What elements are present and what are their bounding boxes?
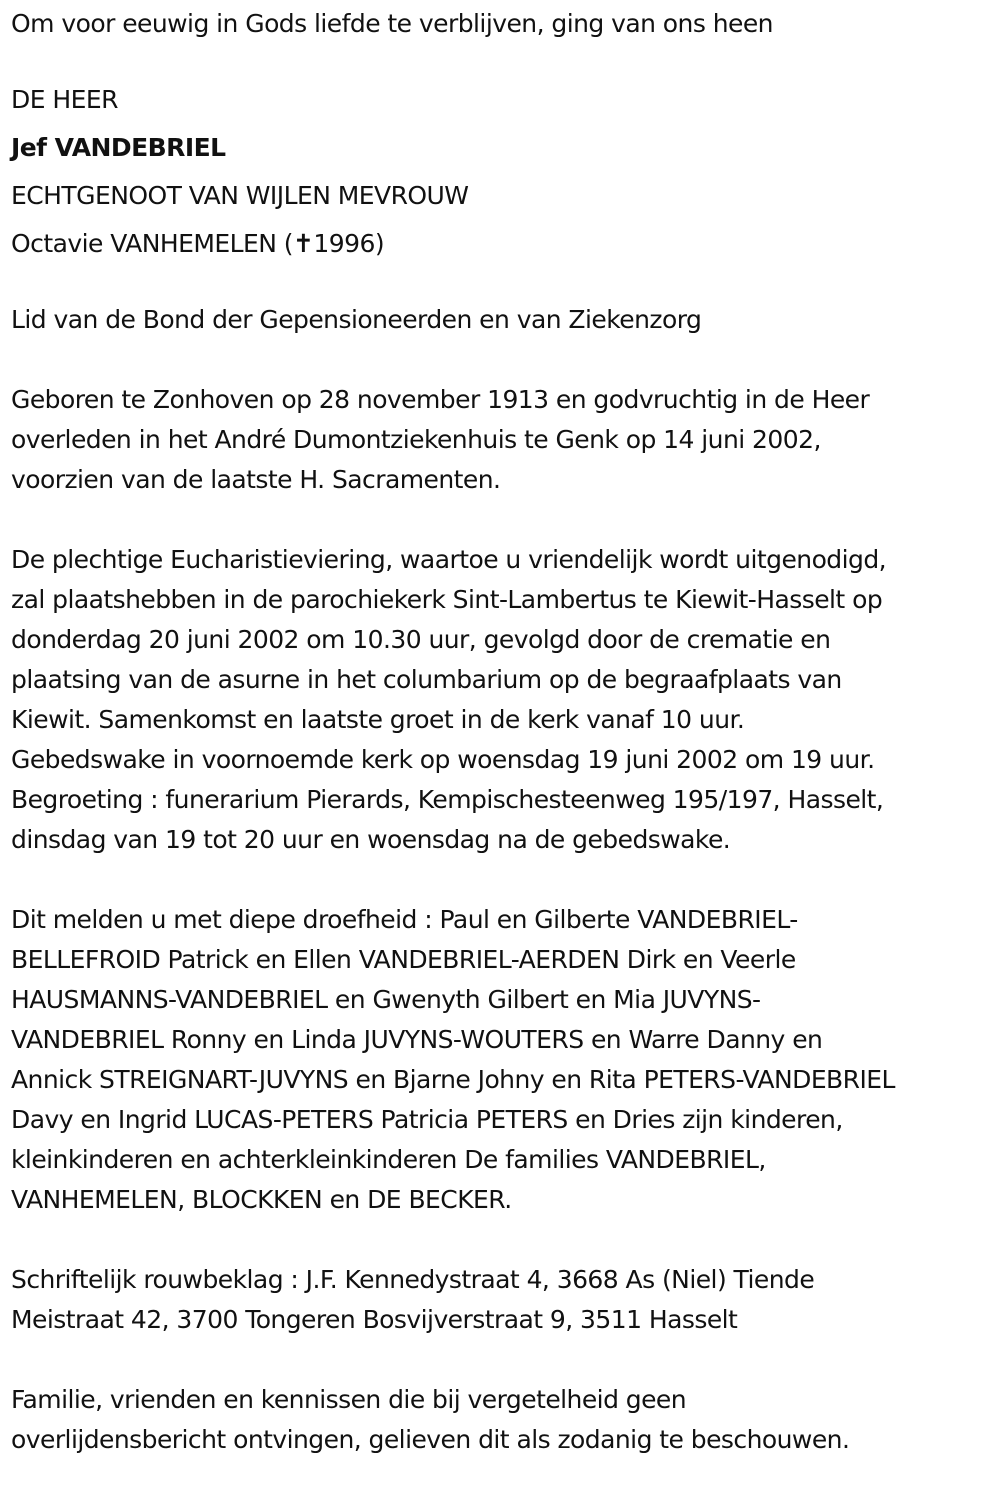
membership-text: Lid van de Bond der Gepensioneerden en van Ziekenzorg — [11, 305, 702, 334]
spacer — [11, 1220, 991, 1260]
spacer — [11, 268, 991, 300]
paragraph-line: Gebedswake in voornoemde kerk op woensdag 19 juni 2002 om 19 uur. — [11, 745, 875, 774]
paragraph-line: zal plaatshebben in de parochiekerk Sint-Lambertus te Kiewit-Hasselt op — [11, 585, 883, 614]
paragraph-line: kleinkinderen en achterkleinkinderen De families VANDEBRIEL, — [11, 1145, 766, 1174]
paragraph-line: overleden in het André Dumontziekenhuis te Genk op 14 juni 2002, — [11, 425, 821, 454]
paragraph-line: Annick STREIGNART-JUVYNS en Bjarne Johny en Rita PETERS-VANDEBRIEL — [11, 1065, 895, 1094]
paragraph-line: overlijdensbericht ontvingen, gelieven dit als zodanig te beschouwen. — [11, 1425, 850, 1454]
spacer — [11, 340, 991, 380]
paragraph-line: Meistraat 42, 3700 Tongeren Bosvijverstraat 9, 3511 Hasselt — [11, 1305, 738, 1334]
paragraph-line: Geboren te Zonhoven op 28 november 1913 en godvruchtig in de Heer — [11, 385, 870, 414]
spacer — [11, 500, 991, 540]
birth-death-paragraph — [11, 380, 991, 500]
obituary-notice — [11, 4, 991, 1460]
ceremony-paragraph — [11, 540, 991, 860]
paragraph-line: plaatsing van de asurne in het columbarium op de begraafplaats van — [11, 665, 842, 694]
intro-text: Om voor eeuwig in Gods liefde te verblijven, ging van ons heen — [11, 9, 773, 38]
spouse-label: ECHTGENOOT VAN WIJLEN MEVROUW — [11, 181, 469, 210]
announcement-paragraph — [11, 900, 991, 1220]
paragraph-line: Davy en Ingrid LUCAS-PETERS Patricia PETERS en Dries zijn kinderen, — [11, 1105, 843, 1134]
paragraph-line: VANHEMELEN, BLOCKKEN en DE BECKER. — [11, 1185, 512, 1214]
paragraph-line: dinsdag van 19 tot 20 uur en woensdag na de gebedswake. — [11, 825, 731, 854]
paragraph-line: BELLEFROID Patrick en Ellen VANDEBRIEL-AERDEN Dirk en Veerle — [11, 945, 796, 974]
paragraph-line: Begroeting : funerarium Pierards, Kempischesteenweg 195/197, Hasselt, — [11, 785, 884, 814]
paragraph-line: HAUSMANNS-VANDEBRIEL en Gwenyth Gilbert en Mia JUVYNS- — [11, 985, 761, 1014]
paragraph-line: Dit melden u met diepe droefheid : Paul en Gilberte VANDEBRIEL- — [11, 905, 798, 934]
spacer — [11, 1340, 991, 1380]
paragraph-line: Familie, vrienden en kennissen die bij vergetelheid geen — [11, 1385, 687, 1414]
condolences-paragraph — [11, 1260, 991, 1340]
paragraph-line: Kiewit. Samenkomst en laatste groet in de kerk vanaf 10 uur. — [11, 705, 745, 734]
paragraph-line: VANDEBRIEL Ronny en Linda JUVYNS-WOUTERS en Warre Danny en — [11, 1025, 823, 1054]
title-line: DE HEER — [11, 85, 118, 114]
deceased-name: Jef VANDEBRIEL — [11, 133, 226, 162]
spacer — [11, 860, 991, 900]
paragraph-line: donderdag 20 juni 2002 om 10.30 uur, gevolgd door de crematie en — [11, 625, 831, 654]
spacer — [11, 44, 991, 76]
paragraph-line: De plechtige Eucharistieviering, waartoe u vriendelijk wordt uitgenodigd, — [11, 545, 887, 574]
closing-paragraph — [11, 1380, 991, 1460]
spouse-name: Octavie VANHEMELEN (✝1996) — [11, 229, 385, 258]
paragraph-line: voorzien van de laatste H. Sacramenten. — [11, 465, 501, 494]
paragraph-line: Schriftelijk rouwbeklag : J.F. Kennedystraat 4, 3668 As (Niel) Tiende — [11, 1265, 815, 1294]
